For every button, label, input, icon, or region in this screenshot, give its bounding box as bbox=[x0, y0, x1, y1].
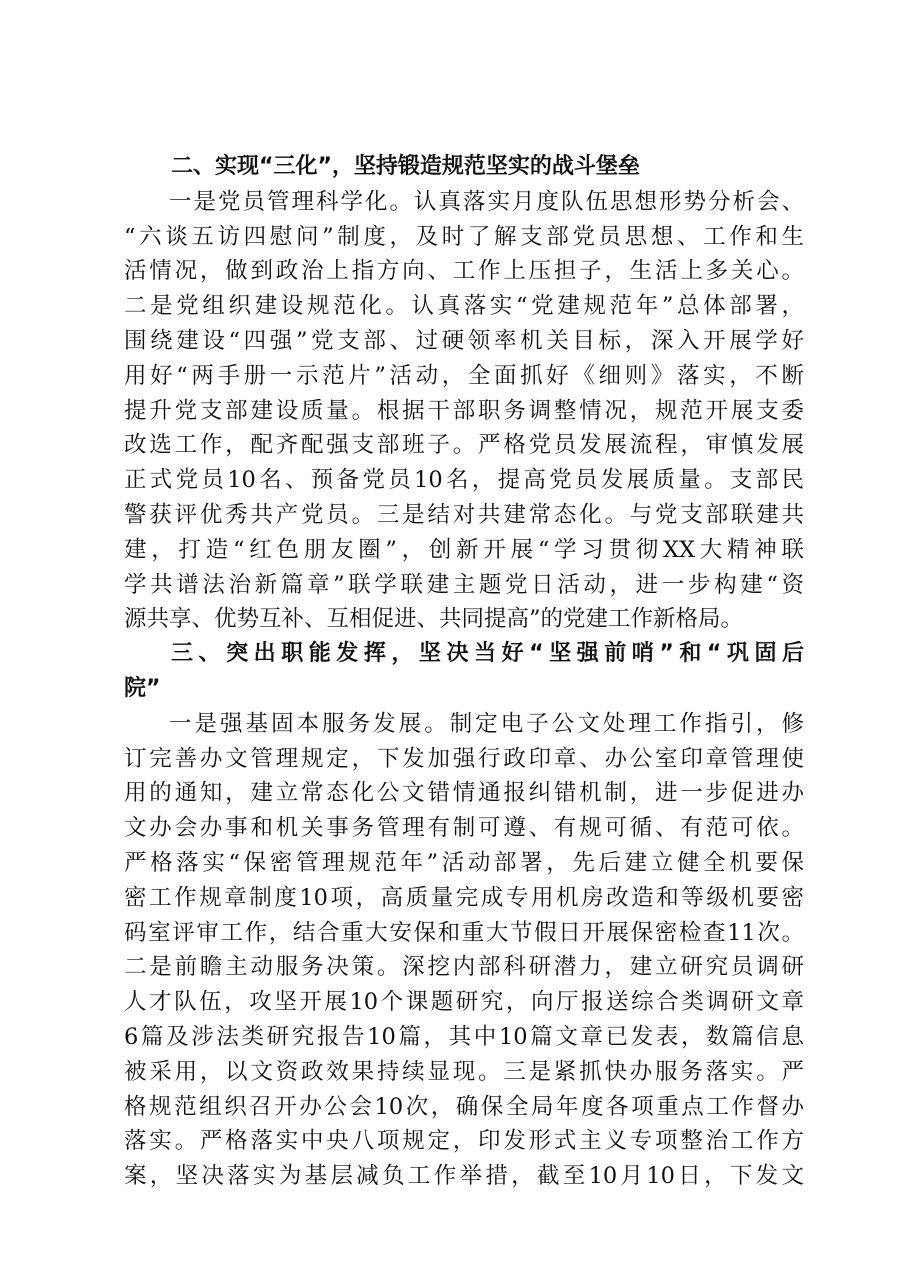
paragraph-line: 格规范组织召开办公会10次，确保全局年度各项重点工作督办 bbox=[124, 1093, 804, 1120]
section-heading-line: 院” bbox=[124, 675, 161, 701]
paragraph-line: 订完善办文管理规定，下发加强行政印章、办公室印章管理使 bbox=[124, 745, 804, 772]
paragraph-line: 被采用，以文资政效果持续显现。三是紧抓快办服务落实。严 bbox=[124, 1058, 804, 1085]
paragraph-line: 用的通知，建立常态化公文错情通报纠错机制，进一步促进办 bbox=[124, 780, 804, 807]
paragraph-line: 人才队伍，攻坚开展10个课题研究，向厅报送综合类调研文章 bbox=[124, 989, 804, 1016]
paragraph-line: 改选工作，配齐配强支部班子。严格党员发展流程，审慎发展 bbox=[124, 432, 804, 459]
paragraph-line: 6篇及涉法类研究报告10篇，其中10篇文章已发表，数篇信息 bbox=[124, 1023, 804, 1050]
paragraph-line: 学共谱法治新篇章”联学联建主题党日活动，进一步构建“资 bbox=[124, 571, 804, 598]
paragraph-line: 密工作规章制度10项，高质量完成专用机房改造和等级机要密 bbox=[124, 884, 804, 911]
paragraph-line: 警获评优秀共产党员。三是结对共建常态化。与党支部联建共 bbox=[124, 501, 804, 528]
section-heading-line: 三、突出职能发挥，坚决当好“坚强前哨”和“巩固后 bbox=[171, 641, 804, 667]
paragraph-line: “六谈五访四慰问”制度，及时了解支部党员思想、工作和生 bbox=[124, 223, 804, 250]
paragraph-line: 正式党员10名、预备党员10名，提高党员发展质量。支部民 bbox=[124, 467, 804, 494]
paragraph-line: 案，坚决落实为基层减负工作举措，截至10月10日，下发文 bbox=[124, 1163, 804, 1190]
paragraph-line: 建，打造“红色朋友圈”，创新开展“学习贯彻XX大精神联 bbox=[124, 536, 804, 563]
paragraph-line: 严格落实“保密管理规范年”活动部署，先后建立健全机要保 bbox=[124, 849, 804, 876]
section-heading-line: 二、实现“三化”，坚持锻造规范坚实的战斗堡垒 bbox=[171, 154, 640, 179]
paragraph-line: 提升党支部建设质量。根据干部职务调整情况，规范开展支委 bbox=[124, 397, 804, 424]
paragraph-line: 源共享、优势互补、互相促进、共同提高”的党建工作新格局。 bbox=[124, 606, 744, 633]
document-page bbox=[124, 150, 804, 1194]
paragraph-line: 围绕建设“四强”党支部、过硬领率机关目标，深入开展学好 bbox=[124, 327, 804, 354]
paragraph-line: 一是强基固本服务发展。制定电子公文处理工作指引，修 bbox=[169, 710, 804, 737]
paragraph-line: 二是党组织建设规范化。认真落实“党建规范年”总体部署， bbox=[124, 293, 804, 320]
paragraph-line: 二是前瞻主动服务决策。深挖内部科研潜力，建立研究员调研 bbox=[124, 954, 804, 981]
paragraph-line: 用好“两手册一示范片”活动，全面抓好《细则》落实，不断 bbox=[124, 362, 804, 389]
paragraph-line: 落实。严格落实中央八项规定，印发形式主义专项整治工作方 bbox=[124, 1128, 804, 1155]
paragraph-line: 码室评审工作，结合重大安保和重大节假日开展保密检查11次。 bbox=[124, 919, 804, 946]
paragraph-line: 活情况，做到政治上指方向、工作上压担子，生活上多关心。 bbox=[124, 258, 804, 285]
paragraph-line: 一是党员管理科学化。认真落实月度队伍思想形势分析会、 bbox=[169, 188, 804, 215]
paragraph-line: 文办会办事和机关事务管理有制可遵、有规可循、有范可依。 bbox=[124, 815, 804, 842]
